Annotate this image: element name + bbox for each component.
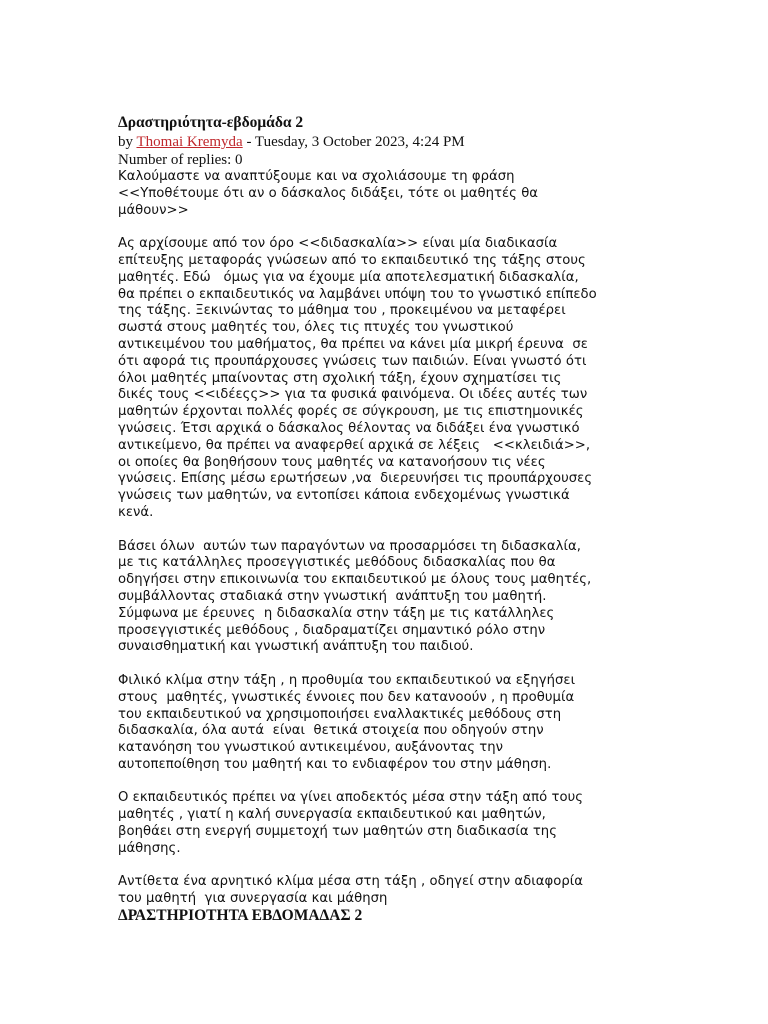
paragraph-line: επίτευξης μεταφοράς γνώσεων από το εκπαιδευτικό της τάξης στους bbox=[118, 252, 586, 268]
paragraph-line: συμβάλλοντας σταδιακά στην γνωστική ανάπτυξη του μαθητή. bbox=[118, 588, 547, 604]
paragraph-line: θα πρέπει ο εκπαιδευτικός να λαμβάνει υπόψη του το γνωστικό επίπεδο bbox=[118, 286, 597, 302]
body-paragraph bbox=[118, 790, 646, 857]
paragraph-line: αντικειμένου του μαθήματος, θα πρέπει να κάνει μία μικρή έρευνα σε bbox=[118, 336, 588, 352]
paragraphs bbox=[118, 236, 646, 908]
post-title: Δραστηριότητα-εβδομάδα 2 bbox=[118, 114, 304, 131]
reply-count: Number of replies: 0 bbox=[118, 152, 243, 168]
paragraph-line: μάθησης. bbox=[118, 840, 181, 856]
body-paragraph bbox=[118, 874, 646, 908]
paragraph-line: οδηγήσει στην επικοινωνία του εκπαιδευτικού με όλους τους μαθητές, bbox=[118, 572, 592, 588]
paragraph-spacer bbox=[118, 219, 646, 236]
paragraph-line: ότι αφορά τις προυπάρχουσες γνώσεις των παιδιών. Είναι γνωστό ότι bbox=[118, 353, 587, 369]
paragraph-line: όλοι μαθητές μπαίνοντας στη σχολική τάξη, έχουν σχηματίσει τις bbox=[118, 370, 562, 386]
paragraph-line: σωστά στους μαθητές του, όλες τις πτυχές του γνωστικού bbox=[118, 320, 514, 336]
paragraph-line: του μαθητή για συνεργασία και μάθηση bbox=[118, 891, 388, 907]
paragraph-line: κενά. bbox=[118, 504, 154, 520]
paragraph-line: γνώσεις. Έτσι αρχικά ο δάσκαλος θέλοντας να διδάξει ένα γνωστικό bbox=[118, 420, 580, 436]
paragraph-line: συναισθηματική και γνωστική ανάπτυξη του παιδιού. bbox=[118, 639, 474, 655]
post-date: - Tuesday, 3 October 2023, 4:24 PM bbox=[242, 134, 465, 150]
body-paragraph bbox=[118, 236, 646, 522]
author-link[interactable]: Thomai Kremyda bbox=[136, 134, 243, 150]
intro-block bbox=[118, 169, 646, 219]
paragraph-line: αυτοπεποίθηση του μαθητή και το ενδιαφέρον του στην μάθηση. bbox=[118, 756, 552, 772]
paragraph-line: της τάξης. Ξεκινώντας το μάθημα του , προκειμένου να μεταφέρει bbox=[118, 303, 566, 319]
paragraph-line: διδασκαλία, όλα αυτά είναι θετικά στοιχεία που οδηγούν στην bbox=[118, 723, 544, 739]
next-section-heading: ΔΡΑΣΤΗΡΙΟΤΗΤΑ ΕΒΔΟΜΑΔΑΣ 2 bbox=[118, 907, 363, 924]
paragraph-line: στους μαθητές, γνωστικές έννοιες που δεν κατανοούν , η προθυμία bbox=[118, 689, 575, 705]
paragraph-line: μαθητές , γιατί η καλή συνεργασία εκπαιδευτικού και μαθητών, bbox=[118, 807, 546, 823]
intro-line: <<Υποθέτουμε ότι αν ο δάσκαλος διδάξει, τότε οι μαθητές θα bbox=[118, 185, 539, 201]
post-body bbox=[118, 169, 646, 908]
paragraph-line: του εκπαιδευτικού να χρησιμοποιήσει εναλλακτικές μεθόδους στη bbox=[118, 706, 562, 722]
paragraph-line: Ας αρχίσουμε από τον όρο <<διδασκαλία>> είναι μία διαδικασία bbox=[118, 236, 558, 252]
paragraph-line: γνώσεις των μαθητών, να εντοπίσει κάποια ενδεχομένως γνωστικά bbox=[118, 488, 570, 504]
paragraph-line: Σύμφωνα με έρευνες η διδασκαλία στην τάξη με τις κατάλληλες bbox=[118, 605, 555, 621]
paragraph-line: δικές τους <<ιδέεςς>> για τα φυσικά φαινόμενα. Οι ιδέες αυτές των bbox=[118, 387, 588, 403]
body-paragraph bbox=[118, 539, 646, 657]
forum-post bbox=[118, 113, 646, 908]
paragraph-line: κατανόηση του γνωστικού αντικειμένου, αυξάνοντας την bbox=[118, 740, 504, 756]
intro-line: μάθουν>> bbox=[118, 202, 189, 218]
paragraph-line: Φιλικό κλίμα στην τάξη , η προθυμία του εκπαιδευτικού να εξηγήσει bbox=[118, 672, 576, 688]
paragraph-line: γνώσεις. Επίσης μέσω ερωτήσεων ,να διερευνήσει τις προυπάρχουσες bbox=[118, 471, 593, 487]
post-byline bbox=[118, 133, 646, 151]
paragraph-line: βοηθάει στη ενεργή συμμετοχή των μαθητών στη διαδικασία της bbox=[118, 824, 558, 840]
paragraph-line: μαθητές. Εδώ όμως για να έχουμε μία αποτελεσματική διδασκαλία, bbox=[118, 269, 579, 285]
body-paragraph bbox=[118, 673, 646, 774]
paragraph-line: Βάσει όλων αυτών των παραγόντων να προσαρμόσει τη διδασκαλία, bbox=[118, 538, 581, 554]
paragraph-line: προσεγγιστικές μεθόδους , διαδραματίζει σημαντικό ρόλο στην bbox=[118, 622, 546, 638]
paragraph-line: Αντίθετα ένα αρνητικό κλίμα μέσα στη τάξη , οδηγεί στην αδιαφορία bbox=[118, 874, 584, 890]
paragraph-line: μαθητών έρχονται πολλές φορές σε σύγκρουση, με τις επιστημονικές bbox=[118, 404, 584, 420]
byline-prefix: by bbox=[118, 134, 137, 150]
paragraph-line: αντικείμενο, θα πρέπει να αναφερθεί αρχικά σε λέξεις <<κλειδιά>>, bbox=[118, 437, 591, 453]
paragraph-line: Ο εκπαιδευτικός πρέπει να γίνει αποδεκτός μέσα στην τάξη από τους bbox=[118, 790, 584, 806]
paragraph-line: οι οποίες θα βοηθήσουν τους μαθητές να κατανοήσουν τις νέες bbox=[118, 454, 546, 470]
intro-line: Καλούμαστε να αναπτύξουμε και να σχολιάσουμε τη φράση bbox=[118, 169, 515, 184]
paragraph-line: με τις κατάλληλες προσεγγιστικές μεθόδους διδασκαλίας που θα bbox=[118, 555, 556, 571]
